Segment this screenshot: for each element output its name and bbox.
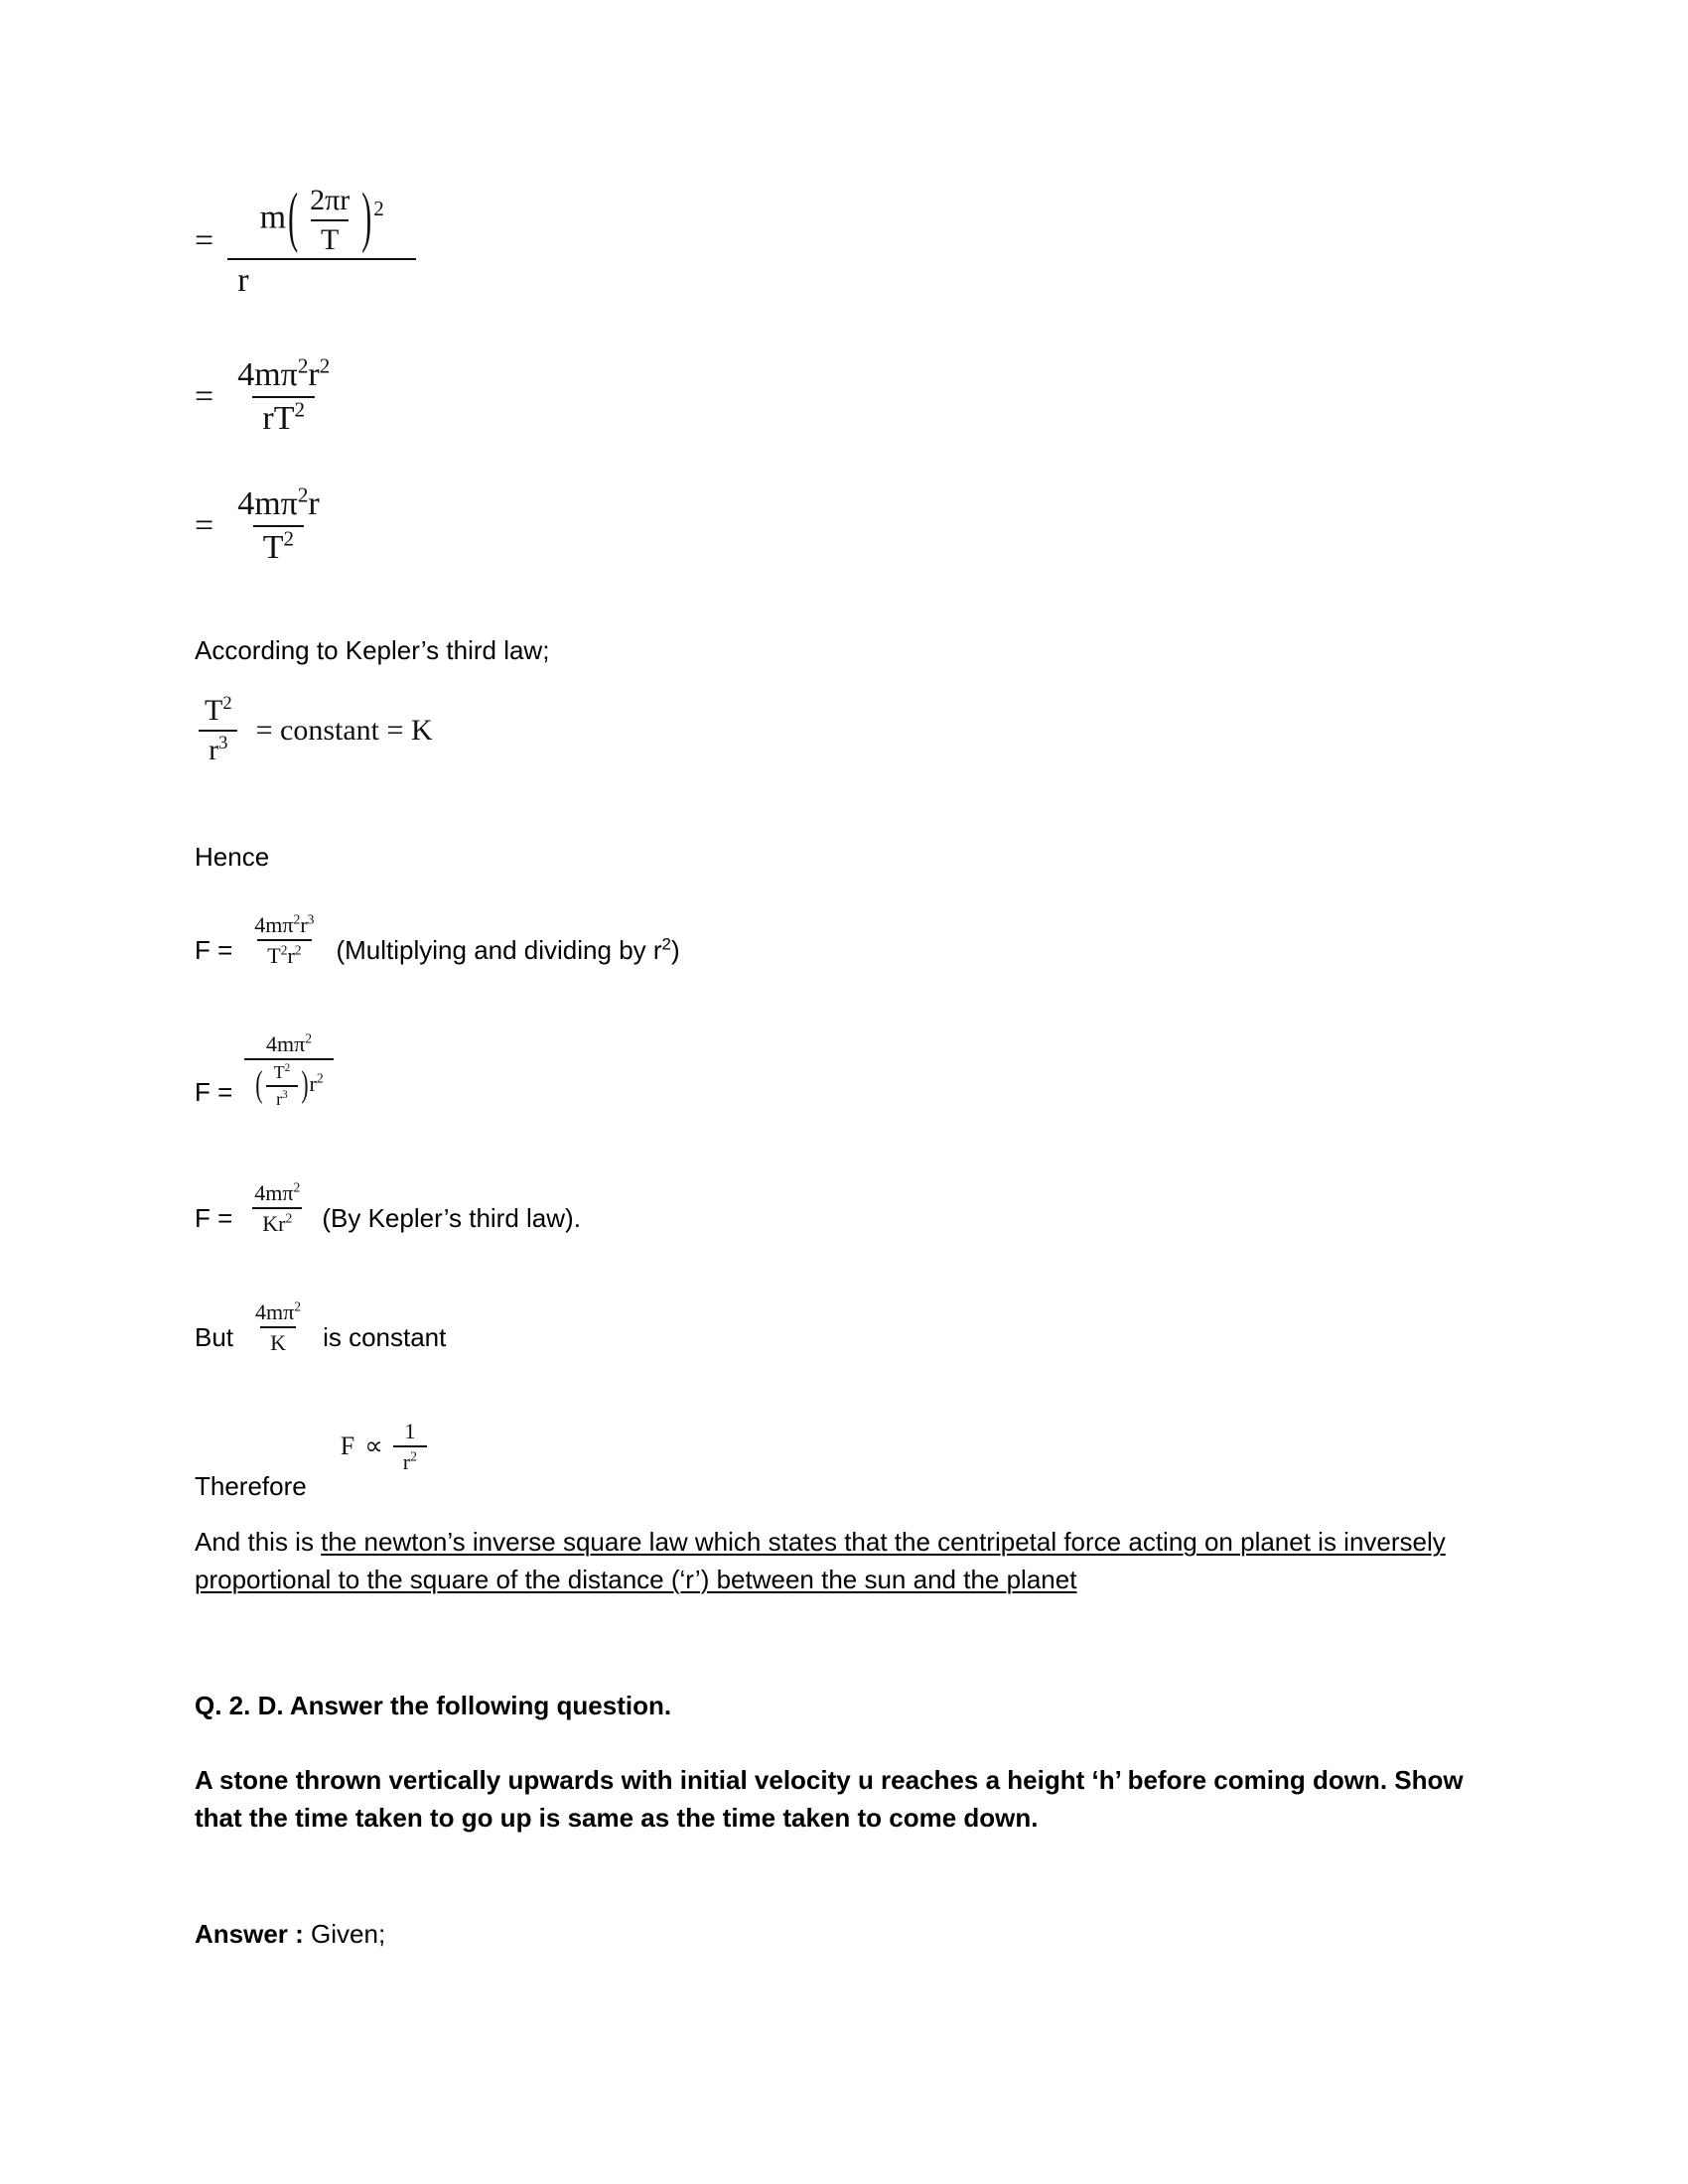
fraction: [195, 695, 242, 765]
equation-3: [195, 482, 330, 566]
constant-statement: [195, 1300, 446, 1354]
is-constant-label: is constant: [323, 1322, 447, 1353]
equals-sign: =: [195, 377, 214, 415]
but-label: But: [195, 1322, 234, 1353]
question-body: A stone thrown vertically upwards with initial velocity u reaches a height ‘h’ before coming down. Show that the time taken to go up is same as the time taken to come down.: [195, 1765, 1464, 1833]
equation-block-3: [195, 482, 330, 566]
mass-symbol: m: [259, 199, 287, 236]
force-equation-3: [195, 1181, 581, 1235]
equation-block-2: [195, 353, 340, 437]
force-label: F =: [195, 1203, 233, 1234]
fraction-numerator: 1: [404, 1419, 416, 1443]
force-equation-block-1: [195, 913, 680, 967]
conclusion-paragraph: [195, 1524, 1476, 1598]
proportionality-block: [195, 1420, 427, 1501]
answer-label: Answer :: [195, 1919, 304, 1949]
fraction-numerator: $4m\pi^2$: [255, 1298, 302, 1324]
fraction: [393, 1420, 427, 1473]
fraction-numerator: $4m\pi^2r$: [237, 482, 320, 522]
fraction-denominator: r: [227, 258, 416, 299]
fraction-denominator: $rT^2$: [252, 396, 315, 437]
fraction-denominator: $T^2$: [253, 525, 304, 566]
proportional-symbol: ∝: [364, 1432, 383, 1461]
fraction-denominator: Kr$^2$: [252, 1207, 302, 1235]
close-paren-icon: ): [361, 181, 372, 255]
force-symbol: F: [340, 1432, 355, 1461]
fraction-denominator: $r^2$: [393, 1445, 427, 1473]
inner-denominator: $r^3$: [266, 1085, 298, 1109]
force-equation-2: [195, 1032, 334, 1109]
equation-1: [195, 181, 416, 299]
fraction: [244, 1181, 310, 1235]
hence-text: Hence: [195, 842, 270, 872]
force-label: F =: [195, 1076, 233, 1107]
fraction-inner: [300, 185, 359, 255]
answer-line: [195, 1916, 1476, 1953]
kepler-equation: [195, 695, 433, 765]
kepler-equation-block: [195, 695, 433, 765]
fraction-denominator: $T^2r^2$: [257, 939, 311, 967]
fraction-denominator: ( $\frac{T^2}{r^3}$ )$r^2$: [244, 1058, 333, 1109]
answer-given-text: Given;: [303, 1919, 386, 1949]
open-paren-icon: (: [255, 1061, 263, 1105]
constant-statement-block: [195, 1300, 446, 1354]
fraction-inner: [264, 1063, 301, 1109]
fraction-numerator: $T^2$: [205, 693, 232, 727]
fraction-numerator: [250, 181, 394, 258]
force-equation-block-3: [195, 1181, 581, 1235]
fraction-outer: [227, 181, 416, 299]
fraction-denominator: $r^3$: [199, 730, 237, 766]
fraction: [244, 913, 324, 967]
fraction-numerator: $4m\pi^2r^2$: [237, 353, 331, 393]
force-equation-3-note: (By Kepler’s third law).: [322, 1203, 581, 1234]
fraction: [245, 1300, 311, 1354]
equals-sign: =: [195, 222, 214, 260]
equation-2: [195, 353, 340, 437]
inner-denominator: T: [311, 219, 349, 256]
therefore-label: Therefore: [195, 1471, 307, 1502]
close-paren-icon: ): [301, 1061, 309, 1105]
fraction: [227, 353, 340, 437]
equals-sign: =: [195, 506, 214, 544]
force-equation-1: [195, 913, 680, 967]
fraction-numerator: $4m\pi^2$: [265, 1030, 312, 1056]
conclusion-underlined-text: the newton’s inverse square law which states that the centripetal force acting on planet is inversely proportional to the square of the distance (‘r’) between the sun and the planet: [195, 1527, 1446, 1594]
equation-block-1: [195, 181, 416, 299]
force-label: F =: [195, 935, 233, 966]
force-equation-1-note: (Multiplying and dividing by $r^2$): [336, 934, 680, 966]
fraction: [227, 482, 330, 566]
fraction-numerator: $4m\pi^2r^3$: [254, 911, 315, 937]
fraction-denominator: K: [260, 1326, 296, 1354]
fraction-outer: [244, 1032, 333, 1109]
proportionality-expression: [341, 1420, 427, 1501]
inner-numerator: 2πr: [310, 184, 351, 216]
kepler-intro-text: According to Kepler’s third law;: [195, 635, 550, 665]
kepler-equation-tail: = constant = K: [255, 713, 433, 747]
open-paren-icon: (: [288, 181, 299, 255]
inner-numerator: $T^2$: [273, 1062, 291, 1083]
force-equation-block-2: [195, 1032, 334, 1109]
fraction-numerator: $4m\pi^2$: [254, 1179, 301, 1205]
conclusion-prefix: And this is: [195, 1527, 322, 1557]
exponent-two: 2: [373, 196, 384, 220]
proportionality-statement: [195, 1420, 427, 1501]
question-heading: Q. 2. D. Answer the following question.: [195, 1691, 672, 1720]
